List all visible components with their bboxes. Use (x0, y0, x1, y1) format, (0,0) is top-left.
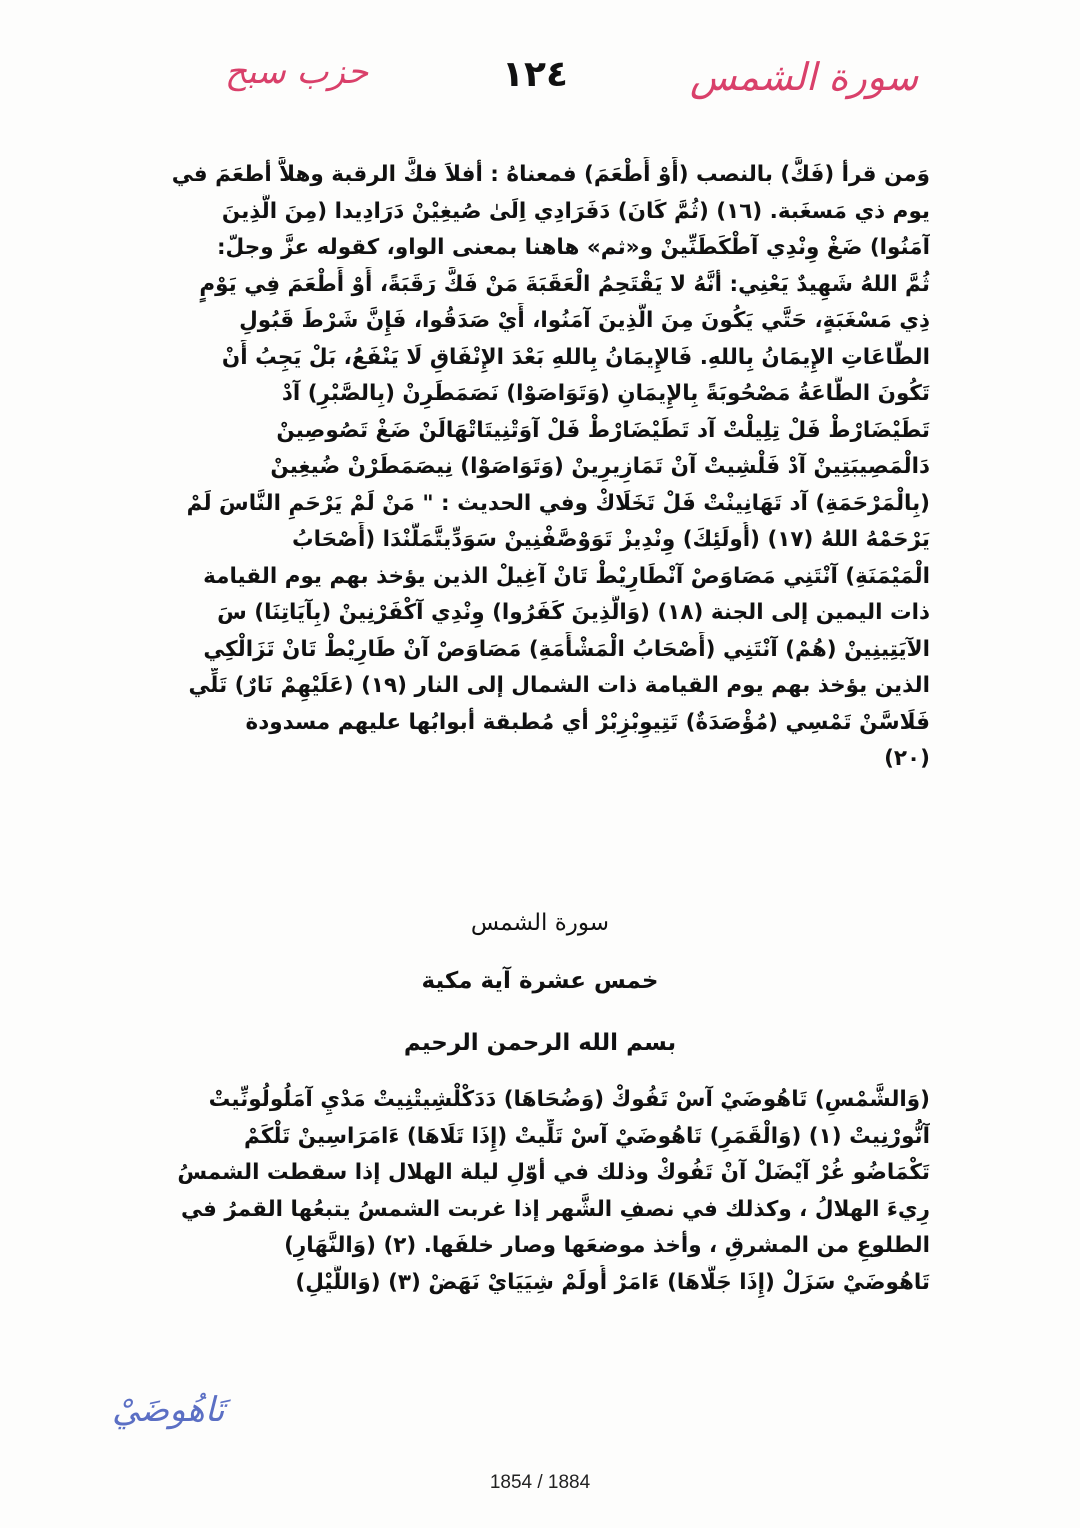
text-line: آمَنُوا) ضَغْ وِنْدِي آطْكَطَنِّينْ و«ثم» هاهنا بمعنى الواو، كقوله عزَّ وجلّ: (216, 235, 930, 260)
text-line: ثُمَّ اللهُ شَهِيدٌ يَعْنِي: أنَّهُ لا يَقْتَحِمُ الْعَقَبَةَ مَنْ فَكَّ رَقَبَةً، أَوْ أَطْعَمَ فِي يَوْمٍ (199, 271, 930, 297)
text-line: فَلَاسَّنْ تَمْسِي (مُؤْصَدَةٌ) تَتِيوِبْزِبْرْ أي مُطبقة أبوابُها عليهم مسدودة (245, 709, 930, 735)
text-line: الْمَيْمَنَةِ) آنْتَنِي مَصَاوَصْ آنْطَارِيْطْ تَانْ آغِيلْ الذين يؤخذ بهم يوم القيامة (203, 563, 930, 589)
text-line: ذات اليمين إلى الجنة (١٨) (وَالَّذِينَ كَفَرُوا) وِنْدِي آكْفَرْنِينْ (بِآيَاتِنَا) سَ (217, 600, 930, 625)
text-line: الآيَتِينِينْ (هُمْ) آنْتَنِي (أَصْحَابُ الْمَشْأَمَةِ) مَصَاوَصْ آنْ طَارِيْطْ تَانْ تَزَالْكِي (203, 636, 930, 662)
tafsir-text-block (150, 1082, 930, 1301)
commentary-text-block (150, 157, 930, 778)
text-line: ذِي مَسْغَبَةٍ، حَتَّي يَكُونَ مِنَ الَّذِينَ آمَنُوا، أَيْ صَدَقُوا، فَإِنَّ شَرْطَ قَبُولِ (239, 308, 930, 333)
text-line: رِيءَ الهلالُ ، وكذلك في نصفِ الشَّهر إذا غربت الشمسُ يتبعُها القمرُ في (181, 1196, 930, 1222)
text-line: دَالْمَصِيبَتِينْ آدْ فَلْشِيتْ آنْ تَمَازِيرِينْ (وَتَوَاصَوْا) نِيصَمَطَرْنْ ضُيغِينْ (270, 454, 930, 479)
text-line: يوم ذي مَسغَبة. (١٦) (ثُمَّ كَانَ) دَفَرَادِي اِلَىٰ صُيغِيْنْ دَرَادِيدا (مِنَ الَّذِينَ (221, 198, 930, 224)
text-line: الطَّاعَاتِ الإِيمَانُ بِاللهِ. فَالإِيمَانُ بِاللهِ بَعْدَ الإِنْفَاقِ لَا يَنْفَعُ، بَلْ يَجِبُ أَنْ (221, 344, 930, 370)
surah-title: سورة الشمس (470, 910, 610, 936)
text-line: (٢٠) (884, 746, 930, 771)
handwritten-note-surah: سورة الشمس (690, 55, 919, 99)
text-line: تَاهُوضَيْ سَزَلْ (إِذَا جَلَّاهَا) ءَامَرْ أُولَمْ شِيَيَايْ نَهَضْ (٣) (وَاللَّيْلِ) (295, 1269, 930, 1295)
handwritten-note-hizb: حزب سبح (225, 52, 369, 92)
page-number: ١٢٤ (502, 54, 568, 95)
text-line: تَطَيْضَارْطْ فَلْ تِلِيلْتْ آد تَطَيْضَارْطْ فَلْ آوَتْنِيتَاتْهَالَنْ ضَغْ تَصُوصِينْ (276, 417, 930, 443)
handwritten-note-bottom: تَاهُوضَيْ (112, 1390, 225, 1430)
text-line: (وَالشَّمْسِ) تَاهُوضَيْ آسْ تَفُوكْ (وَضُحَاهَا) دَدَكْلْشِيتْنِيتْ مَدْيِ آمَلُولُونِّيتْ (208, 1087, 930, 1112)
surah-info: خمس عشرة آية مكية (421, 968, 659, 994)
text-line: الذين يؤخذ بهم يوم القيامة ذات الشمال إلى النار (١٩) (عَلَيْهِمْ نَارٌ) تَلِّي (188, 673, 930, 698)
text-line: آنُّورْنِيتْ (١) (وَالْقَمَرِ) تَاهُوضَيْ آسْ تَلِّيتْ (إِذَا تَلَاهَا) ءَامَرَاسِينْ تَلْكَمْ (244, 1123, 930, 1149)
text-line: الطلوعِ من المشرقِ ، وأخذ موضعَها وصار خلفَها. (٢) (وَالنَّهَارِ) (284, 1233, 930, 1258)
text-line: وَمن قرأ (فَكَّ) بالنصب (أَوْ أَطْعَمَ) فمعناهُ : أفلاَ فكَّ الرقبة وهلاَّ أطعَمَ في (171, 162, 930, 187)
text-line: تَكْمَاضُو غُرْ آيْضَلْ آنْ تَفُوكْ وذلك في أوّلِ ليلة الهلال إذا سقطت الشمسُ (177, 1160, 930, 1185)
text-line: تَكُونَ الطَّاعَةُ مَصْحُوبَةً بِالإِيمَانِ (وَتَوَاصَوْا) نَصَمَطَرِنْ (بِالصَّبْرِ) آدْ (281, 381, 930, 406)
text-line: يَرْحَمْهُ اللهُ (١٧) (أُولَئِكَ) وِنْدِيزْ تَوَوْصَّفْنِينْ سَوَدِّيتَّمَلَّنْدَا (أَصْحَابُ (292, 527, 930, 552)
text-line: (بِالْمَرْحَمَةِ) آد تَهَانِينْتْ فَلْ تَخَلَاكْ وفي الحديث : " مَنْ لَمْ يَرْحَمِ النَّاسَ لَمْ (186, 490, 930, 516)
basmala: بسم الله الرحمن الرحيم (403, 1030, 677, 1056)
page-counter: 1854 / 1884 (489, 1472, 591, 1493)
